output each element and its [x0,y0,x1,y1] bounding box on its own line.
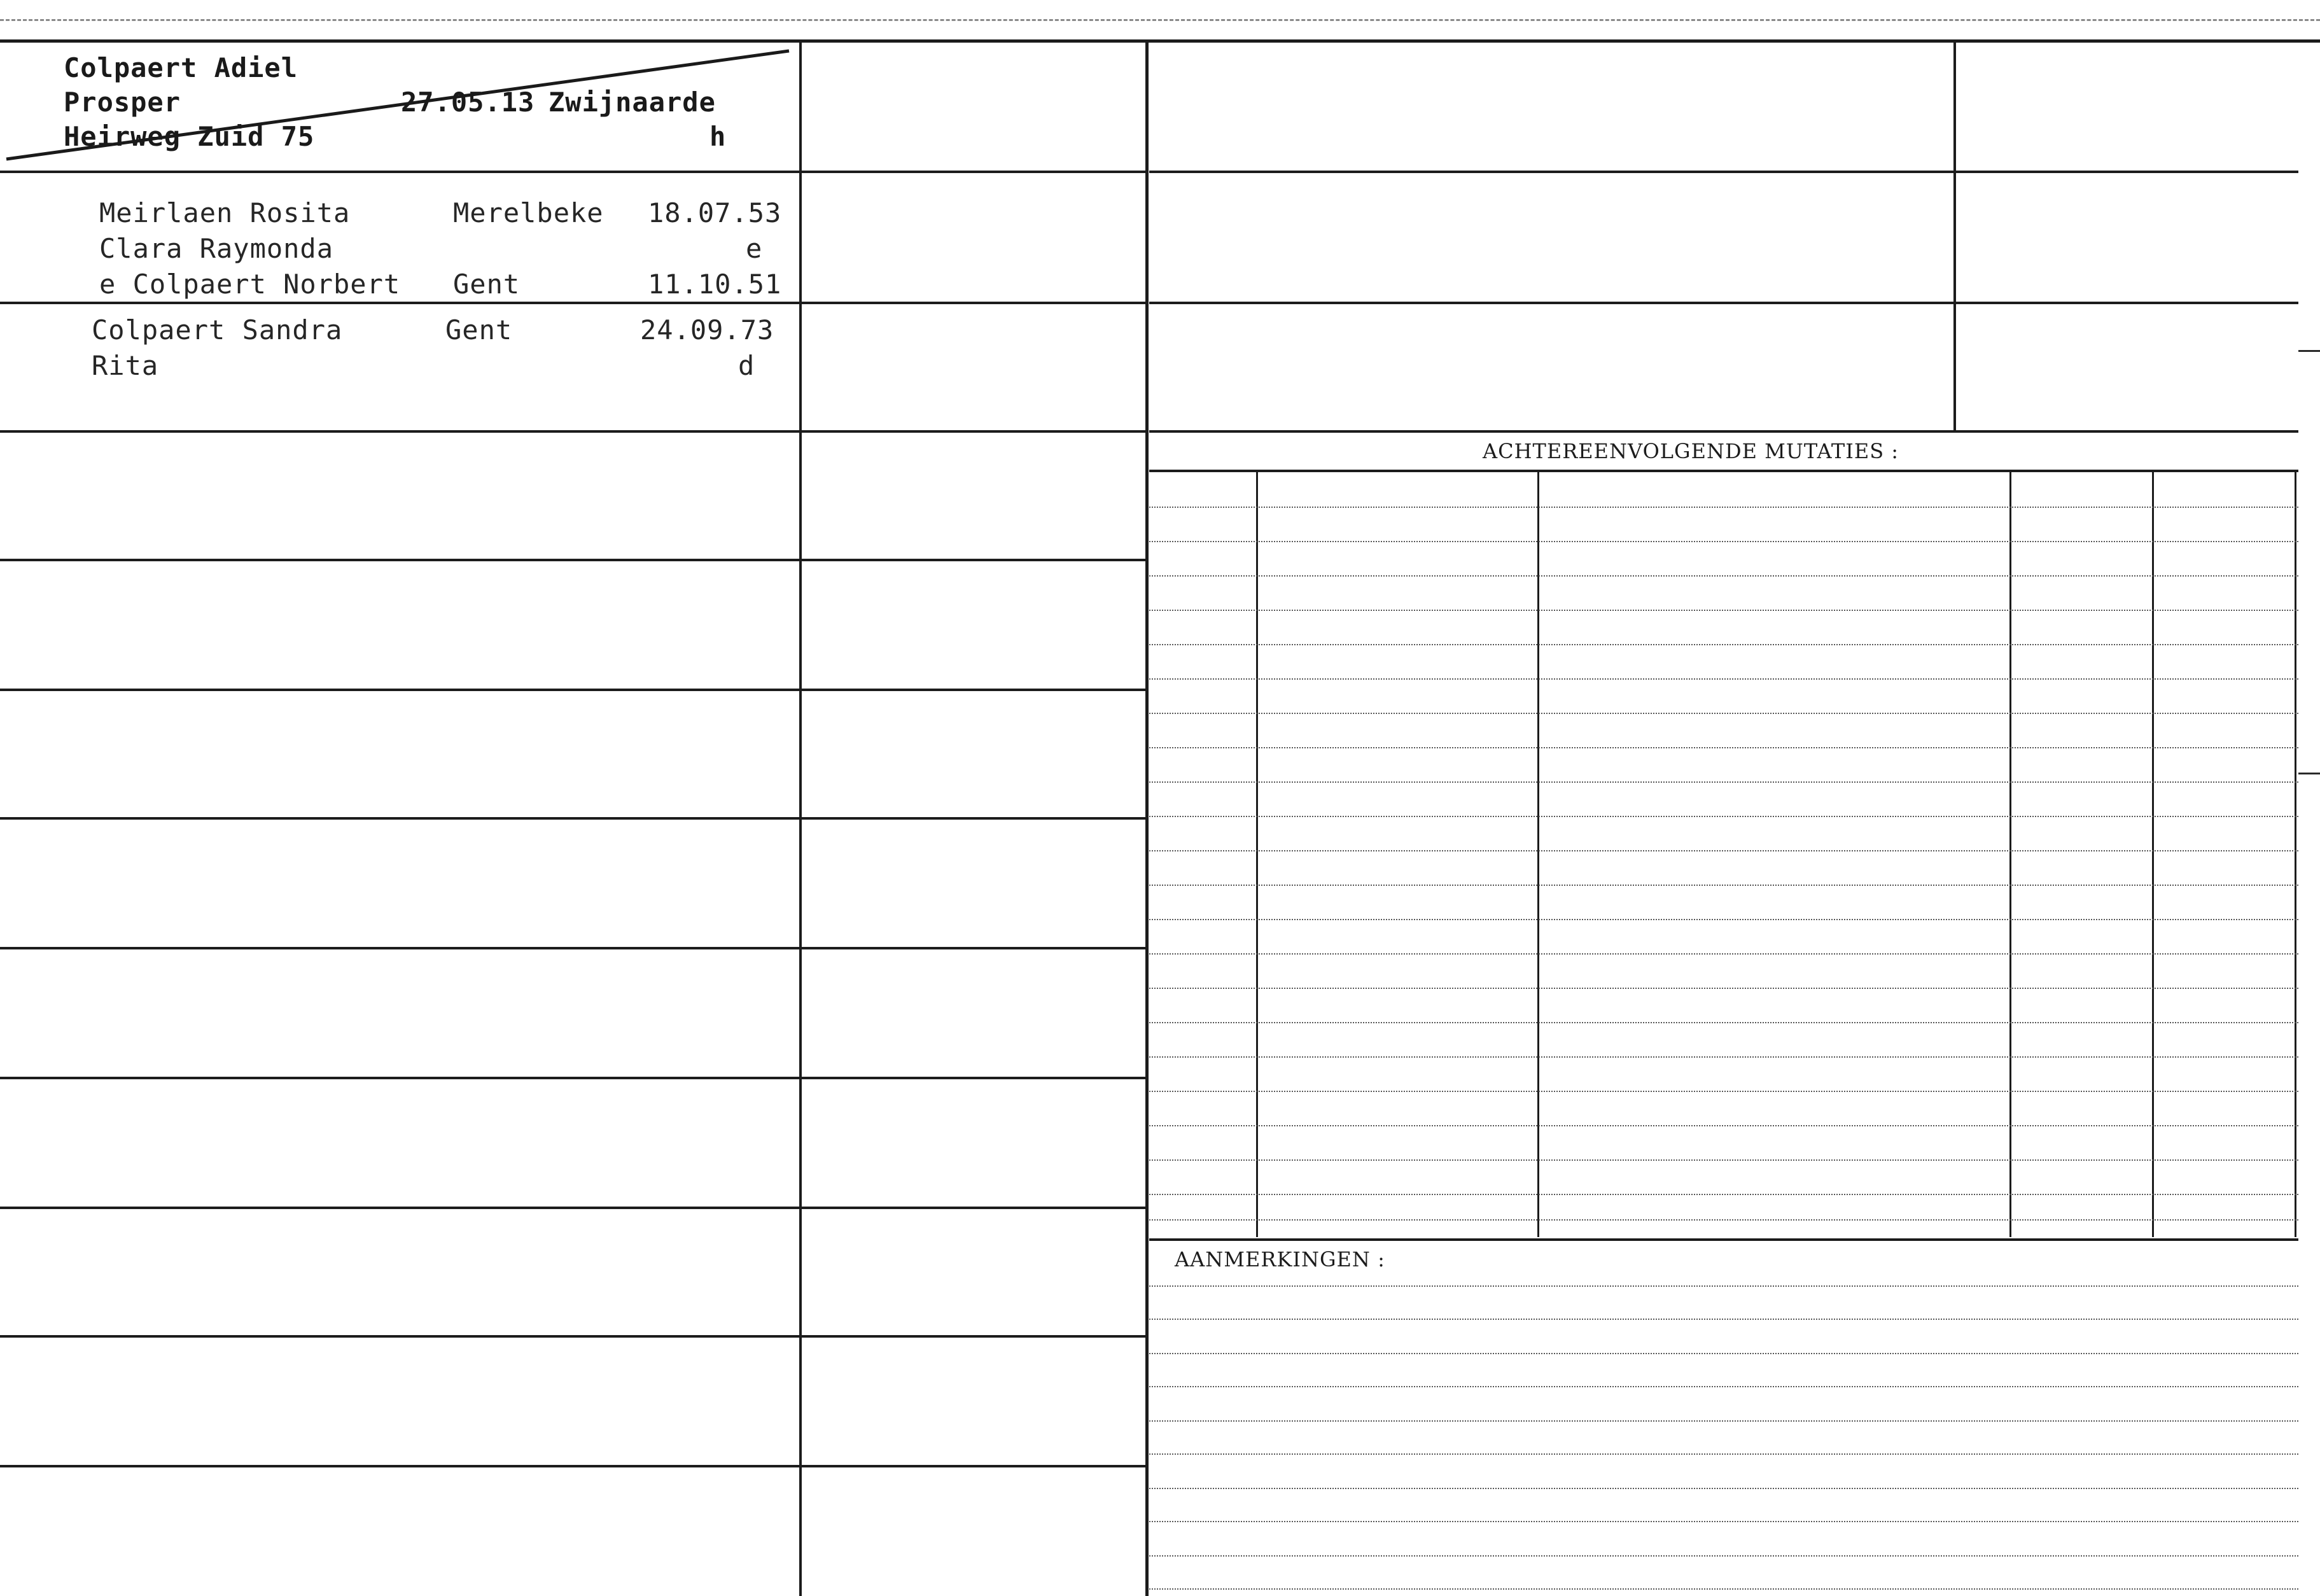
strike-through-line [0,45,795,169]
remarks-rule [1149,1386,2298,1387]
right-panel [1149,42,2320,1596]
mutations-rule [1149,1022,2298,1023]
head-entry-mark: h [709,121,727,152]
upper-row-separator [1149,302,2298,304]
margin-tick [2298,773,2320,774]
person-name-line: Clara Raymonda [99,233,334,264]
head-entry-birth-place: Zwijnaarde [549,87,716,118]
mutations-rule [1149,781,2298,783]
row-separator [0,947,1145,949]
remarks-rule [1149,1453,2298,1455]
mutations-rule [1149,644,2298,645]
row-separator [0,689,1145,691]
person-register [0,0,1145,1596]
birth-place: Gent [453,269,521,300]
mutations-rule [1149,1091,2298,1092]
person-name-line: Meirlaen Rosita [99,197,351,228]
mutations-rule [1149,816,2298,817]
head-entry-birth-date: 27.05.13 [401,87,535,118]
person-name-line: e Colpaert Norbert [99,269,401,300]
mutations-col-divider [2152,472,2154,1237]
head-entry-name-line1: Colpaert Adiel [64,52,298,83]
person-row [0,173,795,300]
mutations-rule [1149,747,2298,748]
upper-row-separator [1149,430,2298,433]
row-separator [0,1077,1145,1079]
mutations-rule [1149,507,2298,508]
upper-column-divider [1953,42,1956,430]
mutations-table [1149,472,2298,1237]
upper-row-separator [1149,171,2298,173]
mutations-rule [1149,1159,2298,1161]
remarks-rule [1149,1488,2298,1489]
remarks-rule [1149,1588,2298,1590]
row-separator [0,559,1145,561]
row-separator [0,1335,1145,1338]
birth-place: Gent [445,314,513,346]
mutations-col-divider [2009,472,2011,1237]
remarks-rule [1149,1319,2298,1320]
mutations-rule [1149,885,2298,886]
remarks-rule [1149,1420,2298,1422]
row-separator [0,1207,1145,1209]
row-separator [0,430,1145,433]
mutations-rule [1149,1194,2298,1195]
person-row [0,304,795,429]
person-name-line: Rita [92,350,159,381]
birth-date: 11.10.51 [648,269,782,300]
mutations-rule [1149,610,2298,611]
mutations-rule [1149,575,2298,577]
mutations-rule [1149,1219,2298,1221]
remarks-rule [1149,1521,2298,1522]
register-divider-right [1145,42,1149,1596]
remarks-rule [1149,1555,2298,1557]
mutations-rule [1149,1125,2298,1126]
mutations-rule [1149,678,2298,680]
relation-mark: d [738,350,755,381]
relation-mark: e [746,233,763,264]
mutations-col-divider [2295,472,2296,1237]
mutations-rule [1149,919,2298,920]
mutations-rule [1149,988,2298,989]
head-entry [0,45,795,169]
row-separator [0,1465,1145,1467]
mutations-col-divider [1537,472,1539,1237]
row-separator [0,817,1145,820]
mutations-col-divider [1256,472,1258,1237]
head-entry-address: Heirweg Zuid 75 [64,121,315,152]
remarks-lines [1149,1241,2298,1596]
remarks-rule [1149,1285,2298,1287]
mutations-rule [1149,541,2298,542]
birth-date: 24.09.73 [640,314,774,346]
person-name-line: Colpaert Sandra [92,314,343,346]
mutations-rule [1149,1056,2298,1058]
head-entry-name-line2: Prosper [64,87,181,118]
mutations-rule [1149,850,2298,851]
birth-date: 18.07.53 [648,197,782,228]
mutations-rule [1149,713,2298,714]
birth-place: Merelbeke [453,197,604,228]
mutations-heading: ACHTEREENVOLGENDE MUTATIES : [1483,439,1899,463]
mutations-rule [1149,953,2298,955]
remarks-heading: AANMERKINGEN : [1175,1247,1385,1271]
remarks-rule [1149,1353,2298,1354]
margin-tick [2298,350,2320,352]
